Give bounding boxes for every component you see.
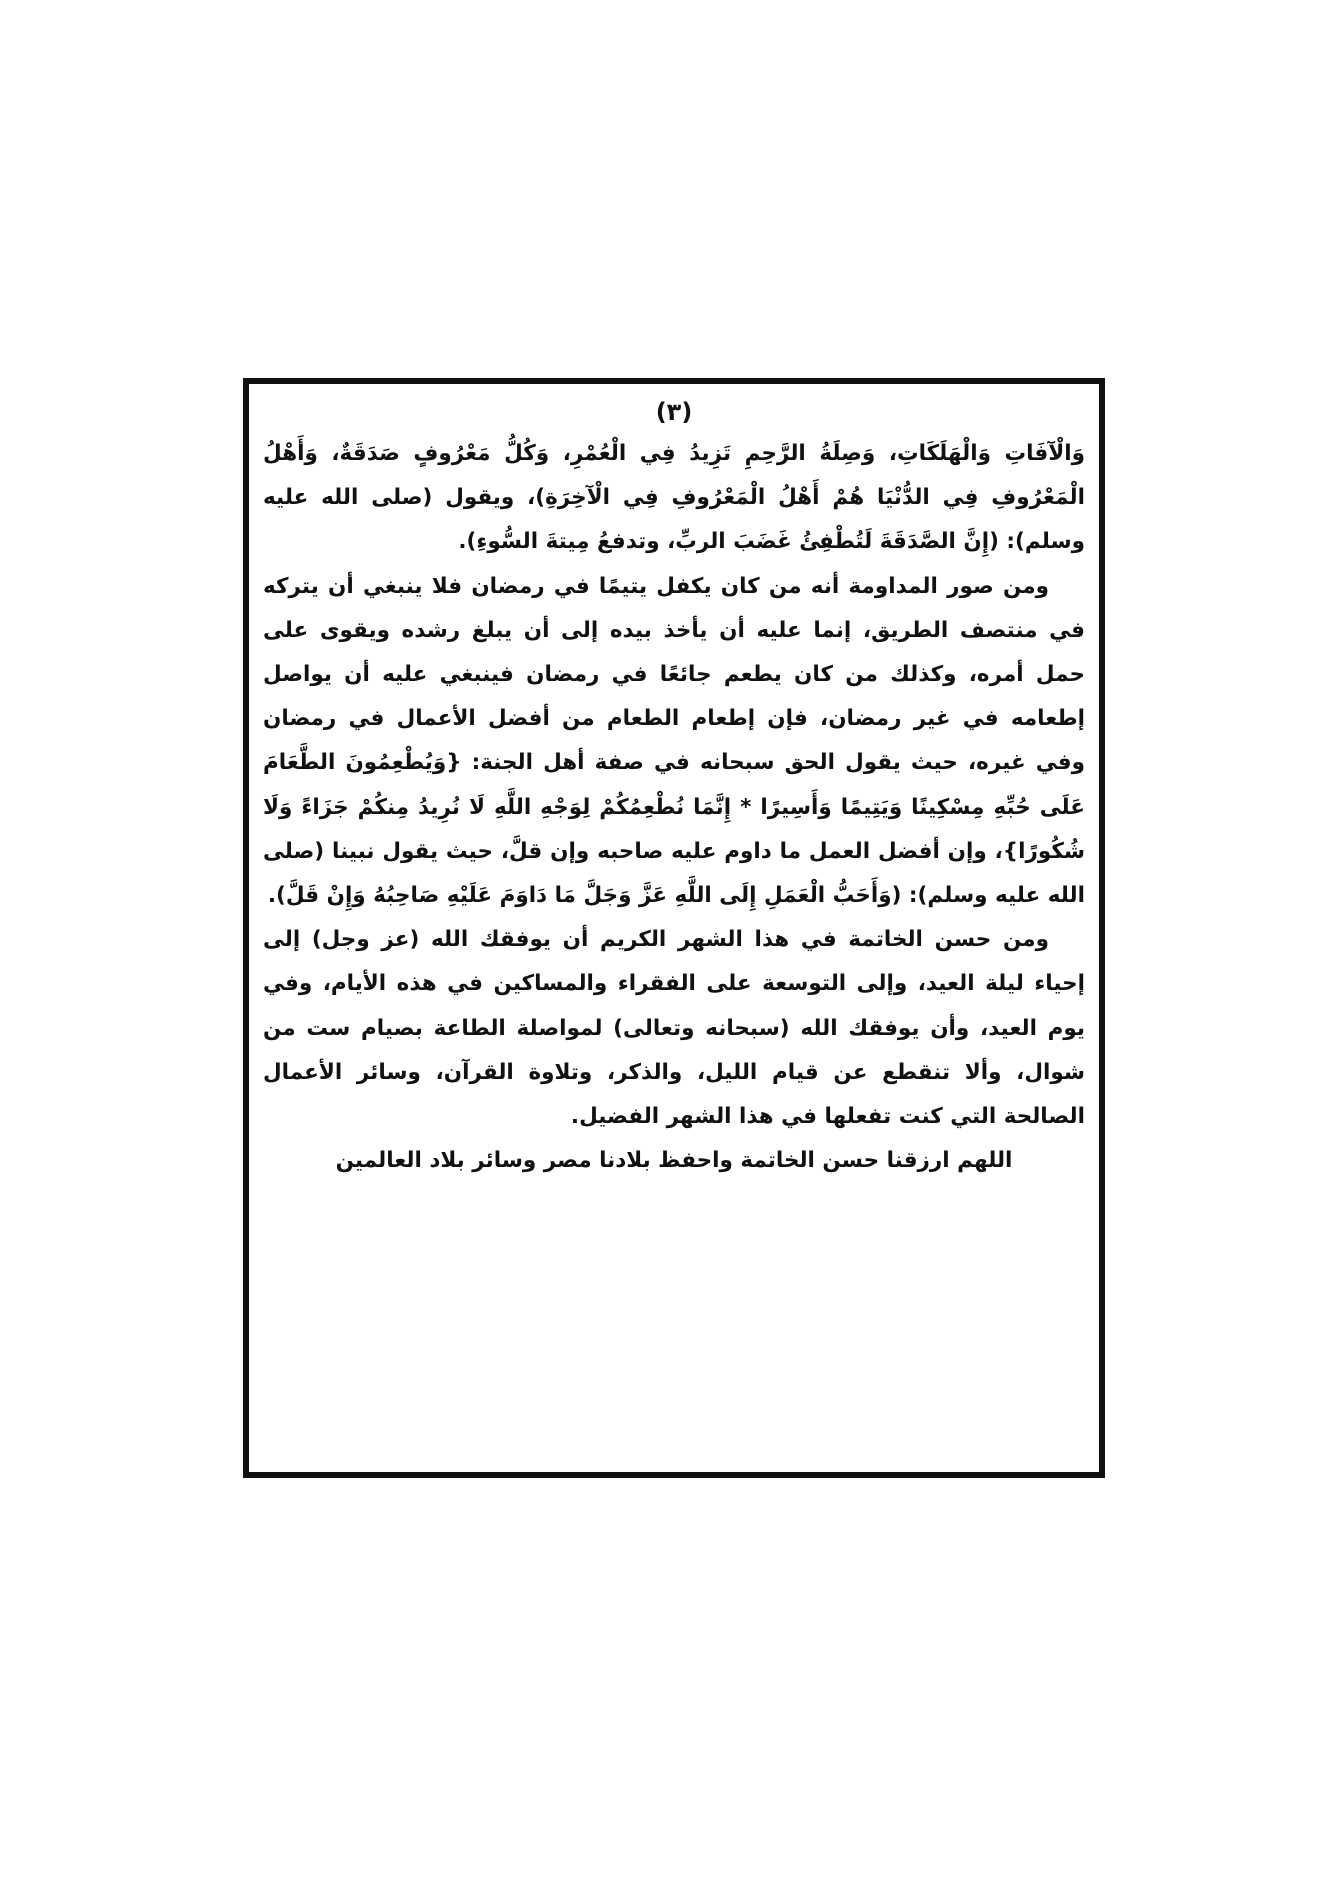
page-frame bbox=[243, 378, 1105, 1478]
page-number: (٣) bbox=[655, 398, 693, 426]
paragraph-1: وَالْآفَاتِ وَالْهَلَكَاتِ، وَصِلَةُ الرَّحِمِ تَزِيدُ فِي الْعُمْرِ، وَكُلُّ مَعْرُوفٍ صَدَقَةٌ، وَأَهْلُ الْمَعْرُوفِ فِي الدُّنْيَا هُمْ أَهْلُ الْمَعْرُوفِ فِي الْآخِرَةِ)، ويقول (صلى الله عليه وسلم): (إِنَّ الصَّدَقَةَ لَتُطْفِئُ غَضَبَ الربِّ، وتدفعُ مِيتةَ السُّوءِ). bbox=[263, 441, 1085, 555]
closing-prayer: اللهم ارزقنا حسن الخاتمة واحفظ بلادنا مصر وسائر بلاد العالمين bbox=[335, 1148, 1013, 1174]
paragraph-3: ومن حسن الخاتمة في هذا الشهر الكريم أن يوفقك الله (عز وجل) إلى إحياء ليلة العيد، وإلى التوسعة على الفقراء والمساكين في هذه الأيام، وفي يوم العيد، وأن يوفقك الله (سبحانه وتعالى) لمواصلة الطاعة بصيام ست من شوال، وألا تنقطع عن قيام الليل، والذكر، وتلاوة القرآن، وسائر الأعمال الصالحة التي كنت تفعلها في هذا الشهر الفضيل. bbox=[263, 927, 1085, 1130]
paragraph-2: ومن صور المداومة أنه من كان يكفل يتيمًا في رمضان فلا ينبغي أن يتركه في منتصف الطريق، إنما عليه أن يأخذ بيده إلى أن يبلغ رشده ويقوى على حمل أمره، وكذلك من كان يطعم جائعًا في رمضان فينبغي عليه أن يواصل إطعامه في غير رمضان، فإن إطعام الطعام من أفضل الأعمال في رمضان وفي غيره، حيث يقول الحق سبحانه في صفة أهل الجنة: {وَيُطْعِمُونَ الطَّعَامَ عَلَى حُبِّهِ مِسْكِينًا وَيَتِيمًا وَأَسِيرًا * إِنَّمَا نُطْعِمُكُمْ لِوَجْهِ اللَّهِ لَا نُرِيدُ مِنكُمْ جَزَاءً وَلَا شُكُورًا}، وإن أفضل العمل ما داوم عليه صاحبه وإن قلَّ، حيث يقول نبينا (صلى الله عليه وسلم): (وَأَحَبُّ الْعَمَلِ إِلَى اللَّهِ عَزَّ وَجَلَّ مَا دَاوَمَ عَلَيْهِ صَاحِبُهُ وَإِنْ قَلَّ). bbox=[263, 573, 1085, 909]
